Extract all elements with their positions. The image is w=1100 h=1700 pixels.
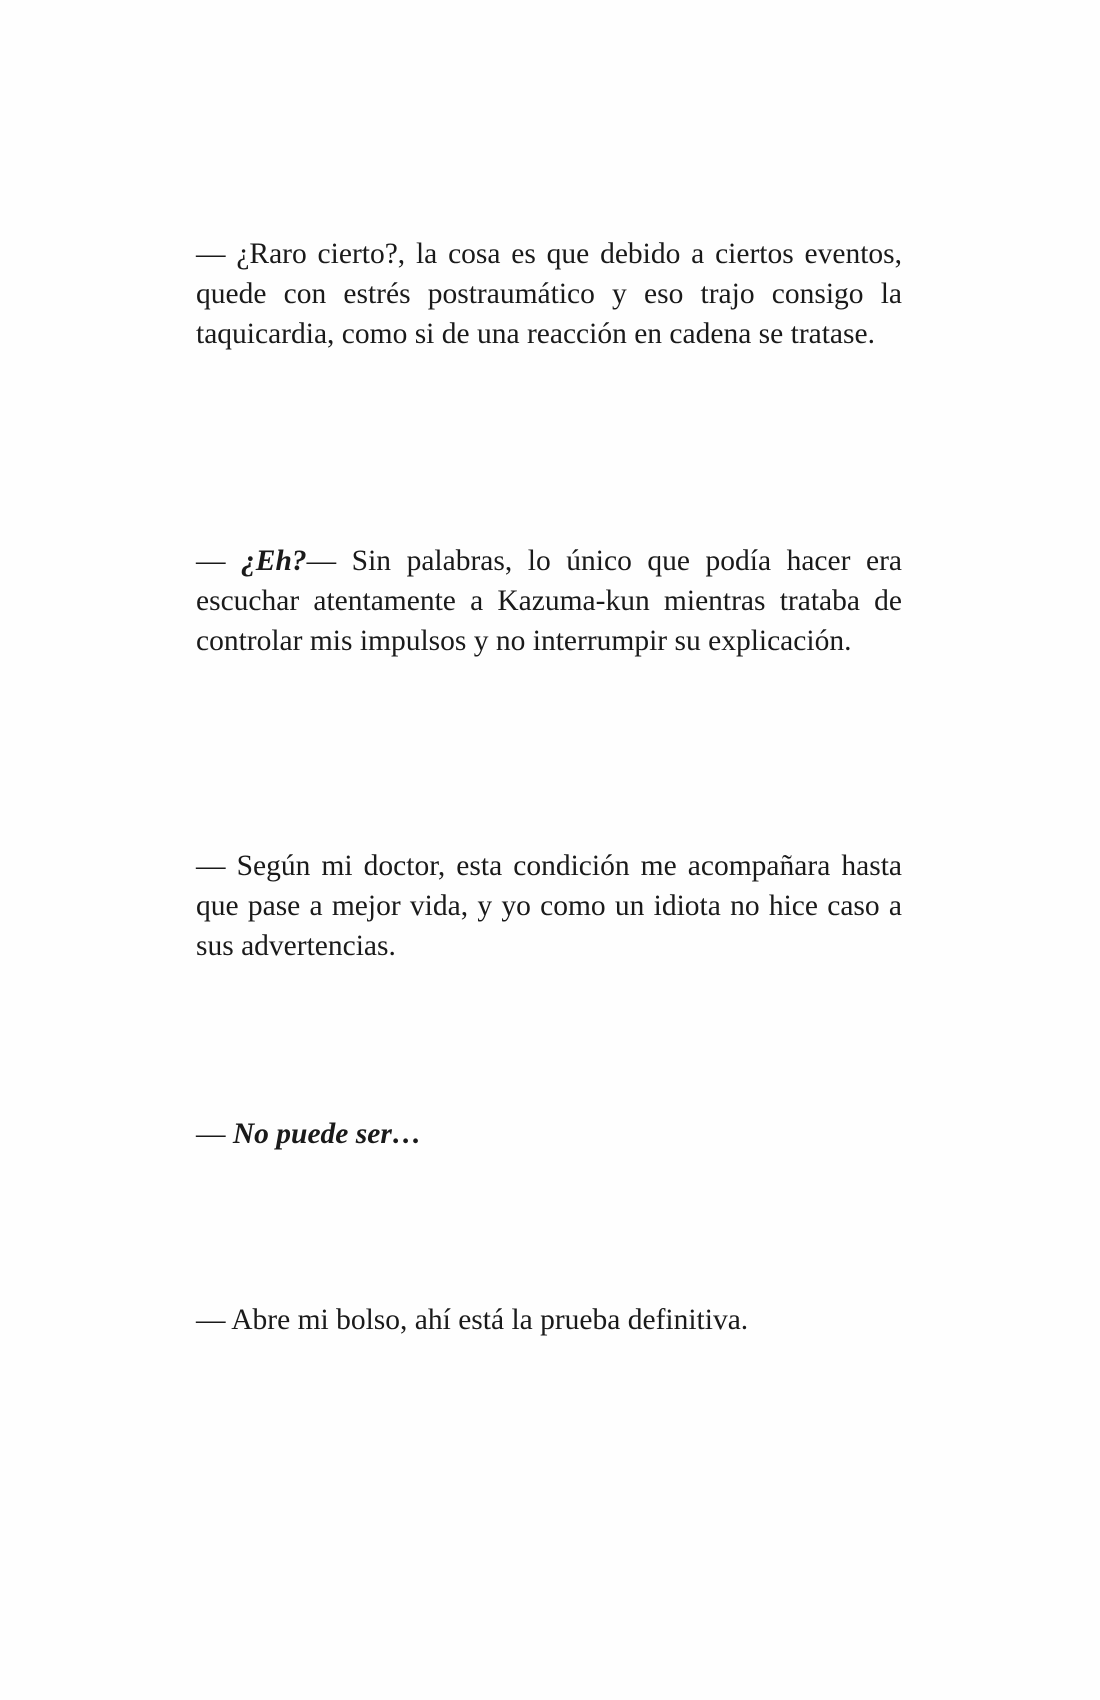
paragraph-dialogue-3 <box>196 846 902 966</box>
paragraph-dialogue-2 <box>196 541 902 661</box>
emphasized-thought: No puede ser… <box>232 1118 422 1150</box>
paragraph-text: — Sin palabras, lo único que podía hacer era escuchar atentamente a Kazuma-kun mientras trataba de controlar mis impulsos y no interrumpir su explicación. <box>196 545 902 657</box>
paragraph-dialogue-4 <box>196 1114 902 1154</box>
dialogue-dash: — <box>196 1304 226 1336</box>
emphasized-exclamation: ¿Eh? <box>241 545 307 577</box>
paragraph-dialogue-1 <box>196 234 902 354</box>
paragraph-text: Según mi doctor, esta condición me acompañara hasta que pase a mejor vida, y yo como un idiota no hice caso a sus advertencias. <box>196 850 902 962</box>
dialogue-dash: — <box>196 1118 226 1150</box>
dialogue-dash: — <box>196 850 226 882</box>
paragraph-text: ¿Raro cierto?, la cosa es que debido a ciertos eventos, quede con estrés postraumático y eso trajo consigo la taquicardia, como si de una reacción en cadena se tratase. <box>196 238 903 350</box>
paragraph-dialogue-5 <box>196 1300 902 1340</box>
dialogue-dash: — <box>196 238 226 270</box>
paragraph-text: Abre mi bolso, ahí está la prueba definitiva. <box>231 1304 749 1336</box>
dialogue-dash: — <box>196 545 226 577</box>
